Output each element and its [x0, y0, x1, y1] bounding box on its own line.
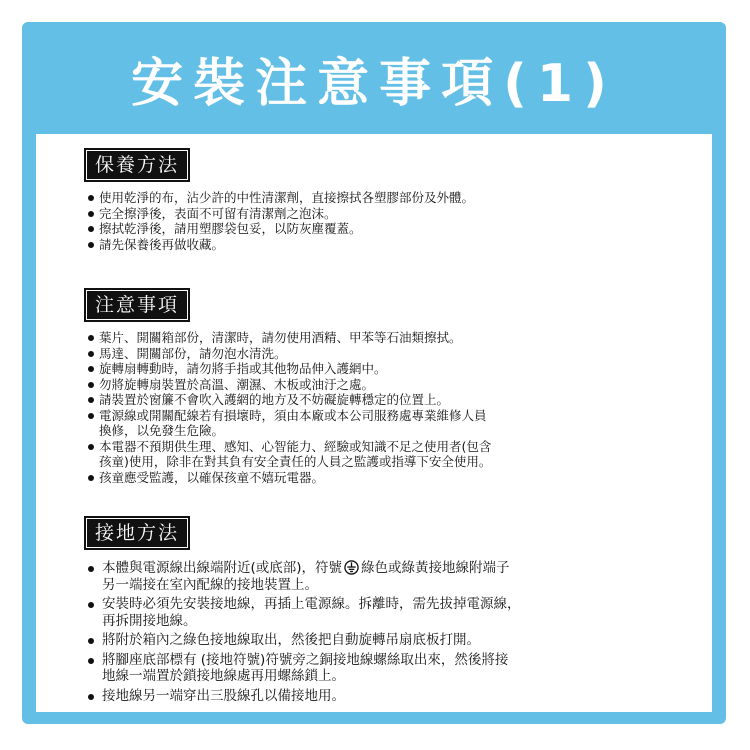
section-heading-precautions: 注意事項: [84, 288, 190, 322]
maintenance-list: [86, 190, 474, 252]
section-heading-grounding: 接地方法: [84, 516, 190, 550]
ground-icon: [344, 560, 359, 575]
list-item: 將腳座底部標有 (接地符號)符號旁之銅接地線螺絲取出來，然後將接 地線一端置於鎖接地線處再用螺絲鎖上。: [84, 652, 521, 685]
list-item: 葉片、開關箱部份，清潔時，請勿使用酒精、甲苯等石油類擦拭。: [86, 330, 491, 346]
list-item: 孩童應受監護，以確保孩童不嬉玩電器。: [86, 470, 491, 486]
poster-frame: [22, 22, 726, 724]
list-item: 安裝時必須先安裝接地線，再插上電源線。拆離時，需先拔掉電源線， 再拆開接地線。: [84, 596, 521, 629]
grounding-list: [84, 560, 521, 707]
list-item: 勿將旋轉扇裝置於高溫、潮濕、木板或油汙之處。: [86, 377, 491, 393]
content-panel: [36, 134, 712, 712]
list-item: 旋轉扇轉動時，請勿將手指或其他物品伸入護網中。: [86, 361, 491, 377]
list-item: 接地線另一端穿出三股線孔以備接地用。: [84, 688, 521, 705]
list-item: 本體與電源線出線端附近(或底部)，符號 綠色或綠黃接地線附端子 另一端接在室內配線的接地裝置上。: [84, 560, 521, 593]
list-item: 使用乾淨的布，沾少許的中性清潔劑，直接擦拭各塑膠部份及外體。: [86, 190, 474, 206]
list-item: 擦拭乾淨後，請用塑膠袋包妥，以防灰塵覆蓋。: [86, 221, 474, 237]
section-heading-maintenance: 保養方法: [84, 148, 190, 182]
list-item: 馬達、開關部份，請勿泡水清洗。: [86, 346, 491, 362]
list-item: 本電器不預期供生理、感知、心智能力、經驗或知識不足之使用者(包含 孩童)使用，除非在對其負有安全責任的人員之監護或指導下安全使用。: [86, 439, 491, 470]
list-item: 完全擦淨後，表面不可留有清潔劑之泡沫。: [86, 206, 474, 222]
page-title: 安裝注意事項(1): [131, 54, 617, 114]
list-item: 將附於箱內之綠色接地線取出，然後把自動旋轉吊扇底板打開。: [84, 632, 521, 649]
precautions-list: [86, 330, 491, 485]
list-item: 請裝置於窗簾不會吹入護網的地方及不妨礙旋轉穩定的位置上。: [86, 392, 491, 408]
list-item: 電源線或開關配線若有損壞時，須由本廠或本公司服務處專業維修人員 換修，以免發生危險。: [86, 408, 491, 439]
list-item: 請先保養後再做收藏。: [86, 237, 474, 253]
